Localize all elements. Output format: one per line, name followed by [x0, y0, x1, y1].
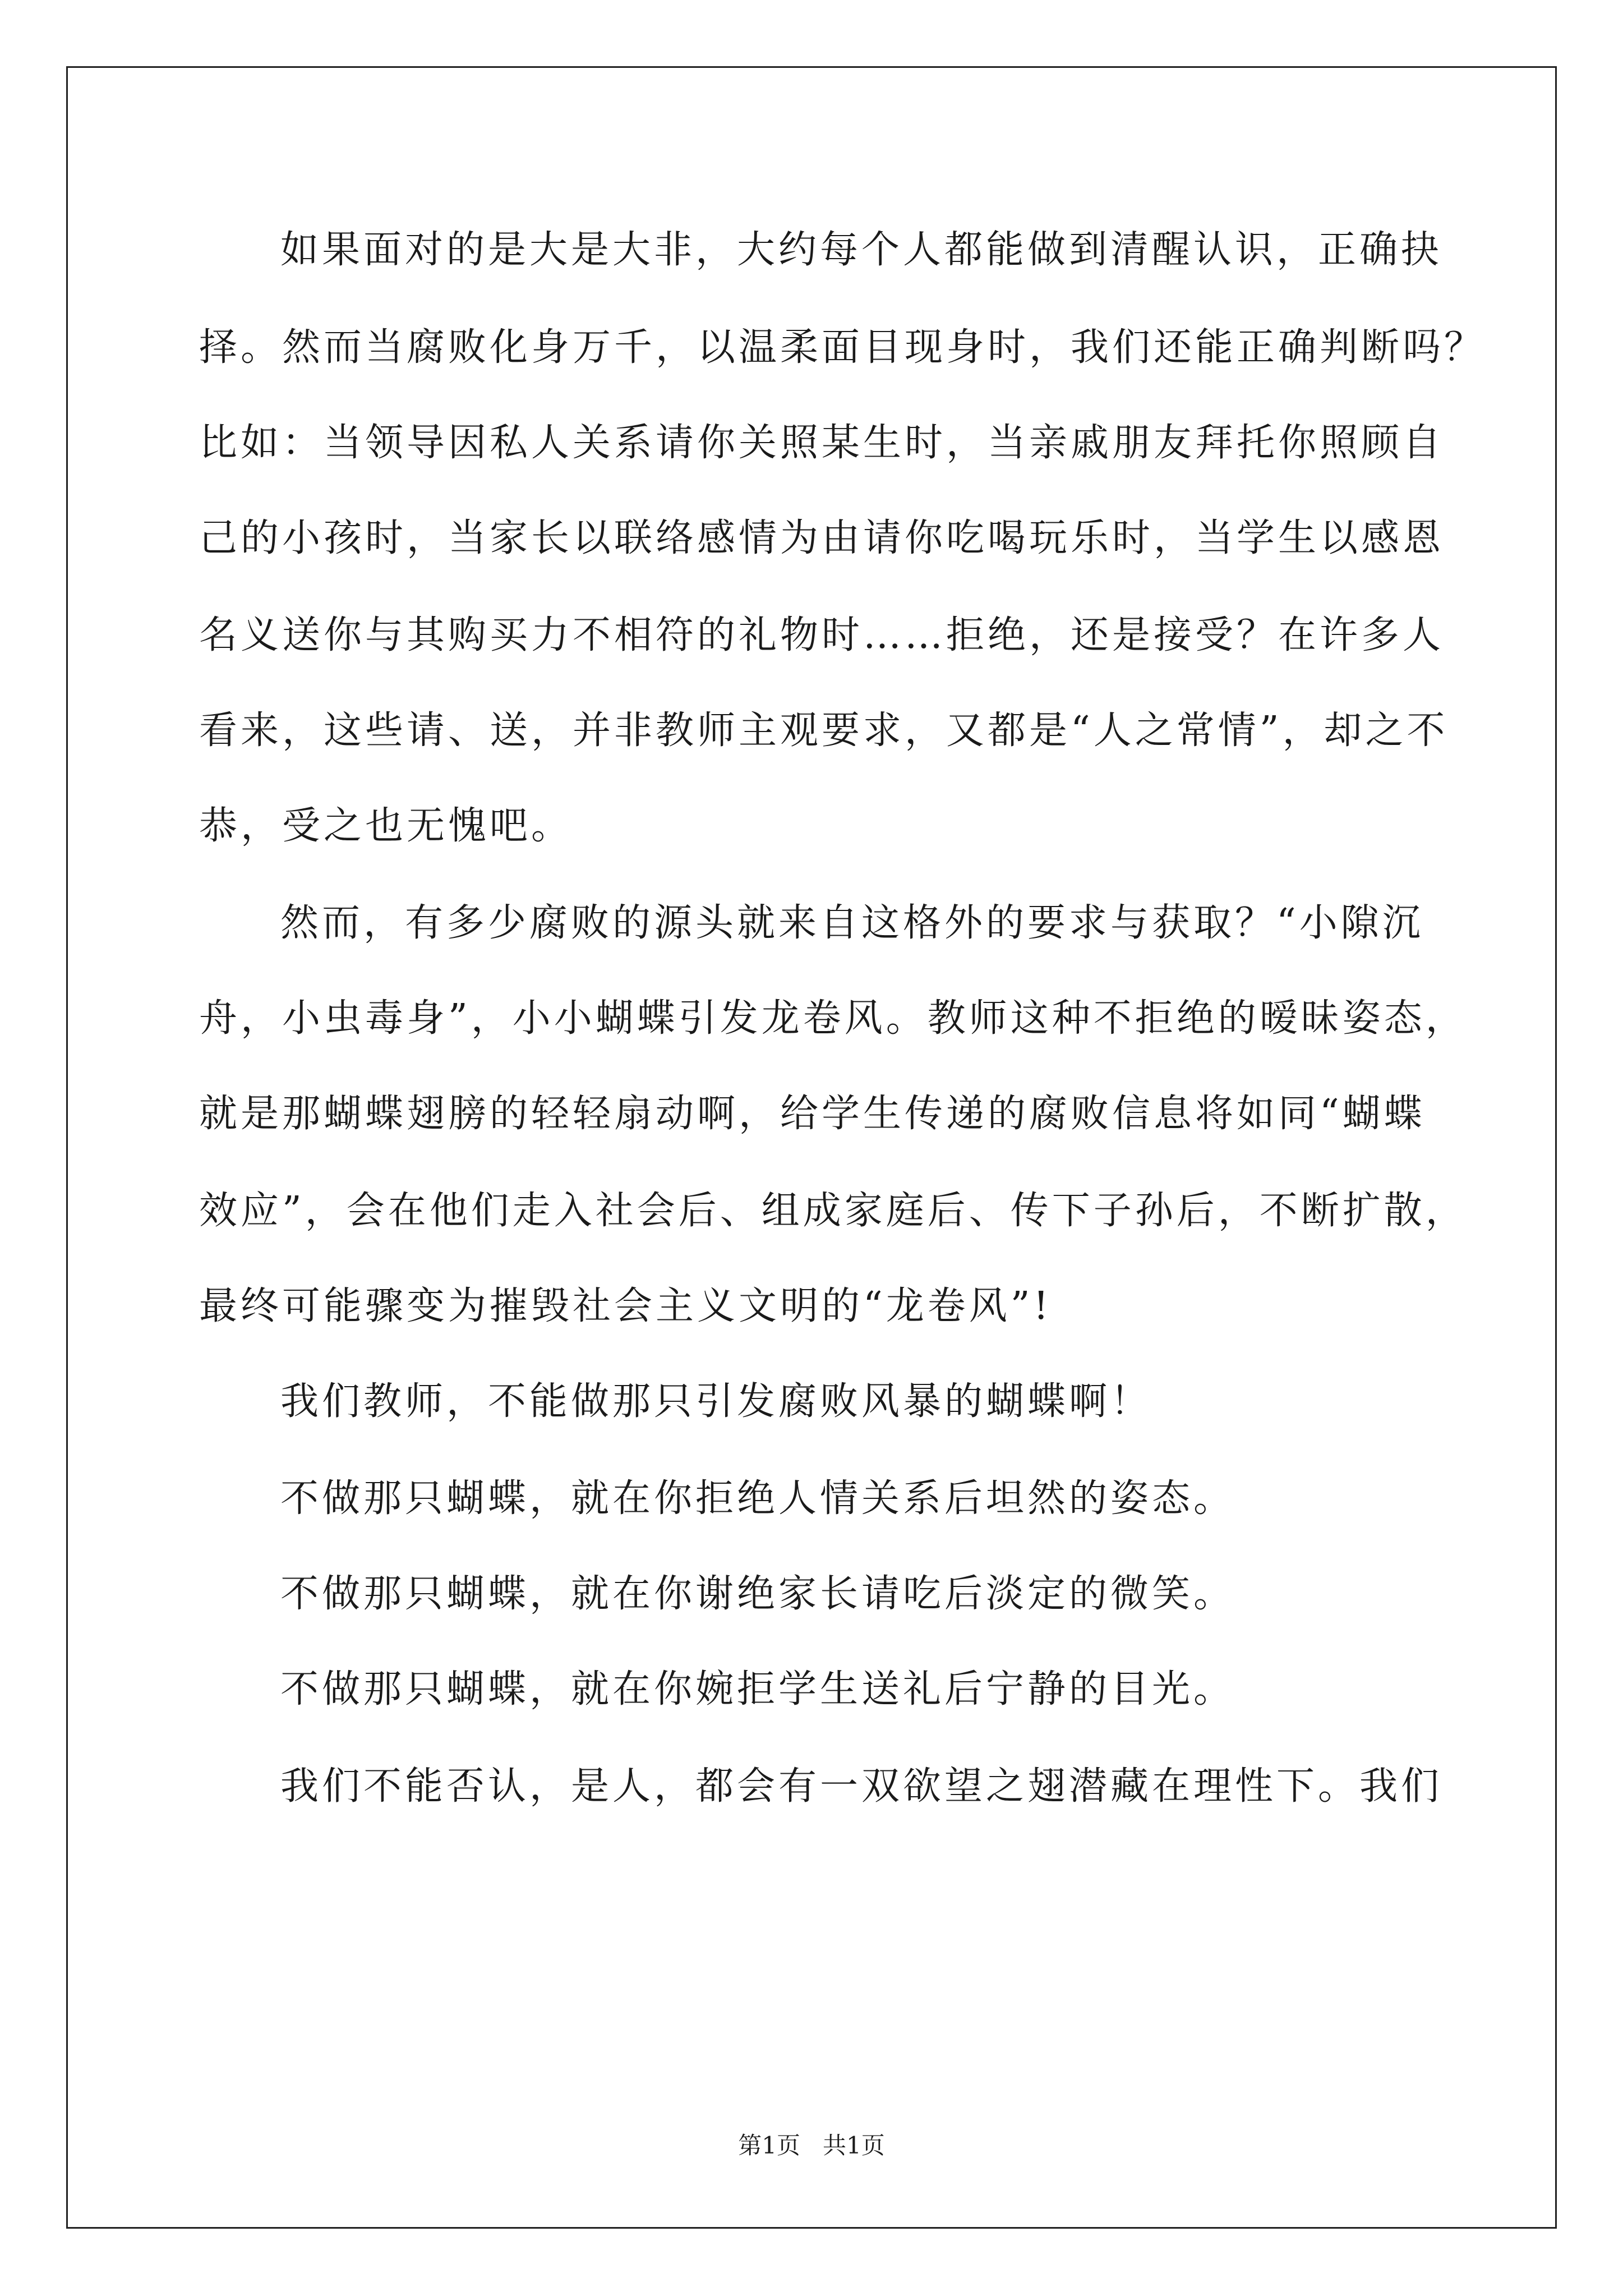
- text-line: 就是那蝴蝶翅膀的轻轻扇动啊，给学生传递的腐败信息将如同“蝴蝶: [199, 1092, 1426, 1136]
- text-line: 不做那只蝴蝶，就在你谢绝家长请吃后淡定的微笑。: [280, 1572, 1235, 1616]
- page-border: [66, 66, 1557, 2229]
- text-line: 我们教师，不能做那只引发腐败风暴的蝴蝶啊！: [280, 1379, 1152, 1424]
- text-line: 比如：当领导因私人关系请你关照某生时，当亲戚朋友拜托你照顾自: [199, 421, 1445, 465]
- text-line: 最终可能骤变为摧毁社会主义文明的“龙卷风”!: [199, 1284, 1052, 1328]
- page-footer: 第1页 共1页: [738, 2132, 885, 2159]
- text-line: 不做那只蝴蝶，就在你拒绝人情关系后坦然的姿态。: [280, 1476, 1235, 1521]
- text-line: 如果面对的是大是大非，大约每个人都能做到清醒认识，正确抉: [280, 228, 1443, 272]
- text-line: 恭，受之也无愧吧。: [199, 804, 573, 848]
- text-line: 我们不能否认，是人，都会有一双欲望之翅潜藏在理性下。我们: [280, 1764, 1443, 1809]
- text-line: 己的小孩时，当家长以联络感情为由请你吃喝玩乐时，当学生以感恩: [199, 516, 1445, 560]
- text-line: 名义送你与其购买力不相符的礼物时……拒绝，还是接受？在许多人: [199, 613, 1445, 657]
- text-line: 然而，有多少腐败的源头就来自这格外的要求与获取？“小隙沉: [280, 901, 1424, 945]
- text-line: 不做那只蝴蝶，就在你婉拒学生送礼后宁静的目光。: [280, 1667, 1235, 1711]
- text-line: 择。然而当腐败化身万千，以温柔面目现身时，我们还能正确判断吗？: [199, 325, 1486, 370]
- text-line: 舟，小虫毒身”，小小蝴蝶引发龙卷风。教师这种不拒绝的暧昧姿态，: [199, 996, 1467, 1041]
- text-line: 效应”，会在他们走入社会后、组成家庭后、传下子孙后，不断扩散，: [199, 1189, 1467, 1233]
- text-line: 看来，这些请、送，并非教师主观要求，又都是“人之常情”，却之不: [199, 708, 1449, 753]
